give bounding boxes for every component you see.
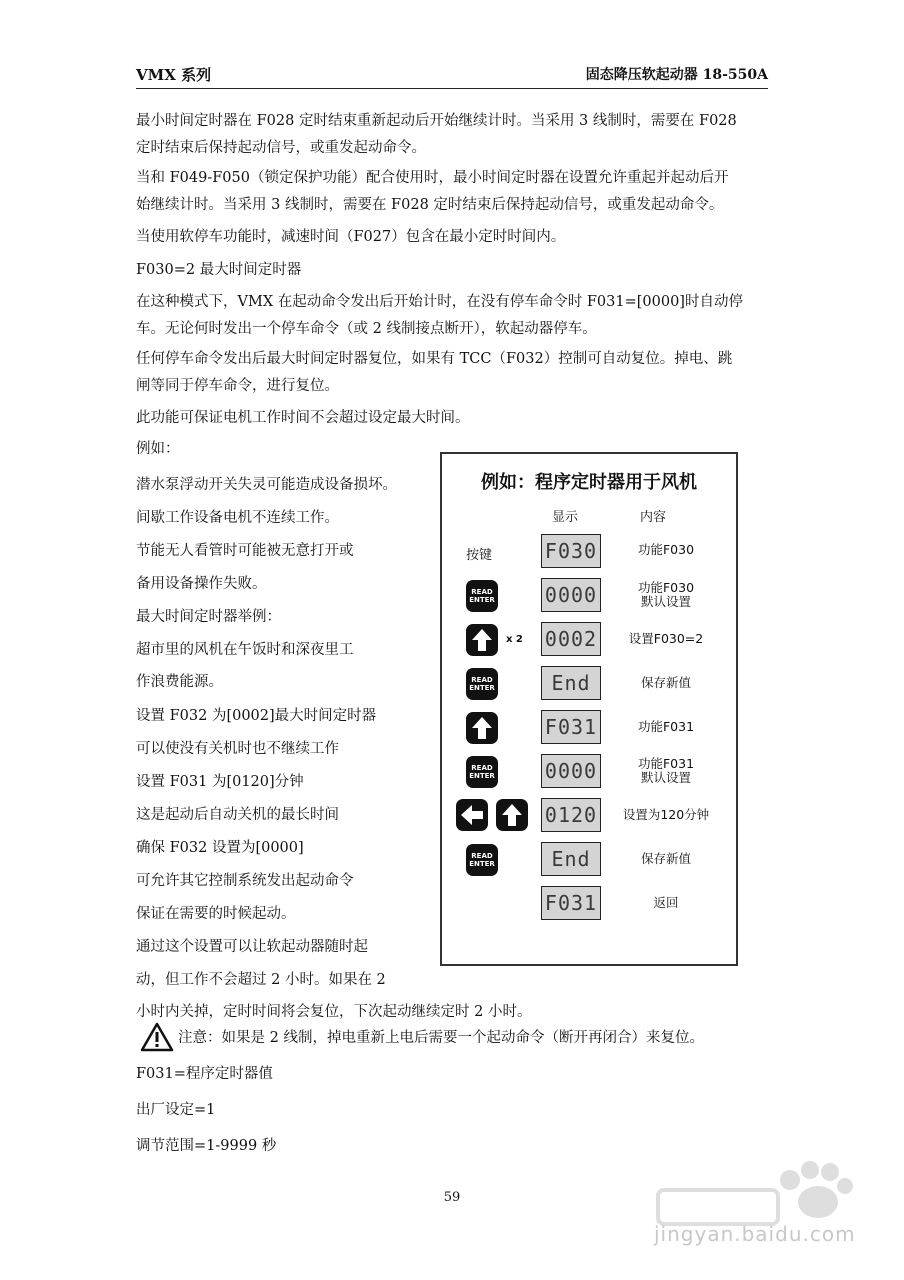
side-text-line: 可允许其它控制系统发出起动命令	[136, 873, 354, 889]
step-description: 设置F030=2	[628, 631, 704, 646]
side-text-line: 保证在需要的时候起动。	[136, 906, 296, 922]
step-description: 功能F031	[637, 719, 695, 734]
column-key: 按键	[466, 548, 493, 563]
watermark-url: jingyan.baidu.com	[654, 1222, 856, 1246]
read-enter-key: READ ENTER	[466, 844, 498, 876]
paragraph-line: 当和 F049-F050（锁定保护功能）配合使用时，最小时间定时器在设置允许重起并起动后开	[136, 170, 729, 186]
side-text-line: 小时内关掉，定时时间将会复位，下次起动继续定时 2 小时。	[136, 1004, 532, 1020]
up-arrow-icon	[466, 624, 498, 656]
side-text-line: 确保 F032 设置为[0000]	[136, 840, 304, 856]
paragraph-line: 最小时间定时器在 F028 定时结束重新起动后开始继续计时。当采用 3 线制时，需要在 F028	[136, 113, 737, 129]
step-description: 设置为120分钟	[622, 807, 710, 822]
paragraph-line: 在这种模式下，VMX 在起动命令发出后开始计时，在没有停车命令时 F031=[0000]时自动停	[136, 294, 743, 310]
paragraph-line: 定时结束后保持起动信号，或重发起动命令。	[136, 140, 426, 156]
paragraph-line: 闸等同于停车命令，进行复位。	[136, 378, 339, 394]
warning-icon	[140, 1022, 174, 1052]
lcd-display: 0000	[541, 578, 601, 612]
lcd-display: F031	[541, 886, 601, 920]
paragraph-line: 始继续计时。当采用 3 线制时，需要在 F028 定时结束后保持起动信号，或重发起动命令。	[136, 197, 724, 213]
paragraph-line: 当使用软停车功能时，减速时间（F027）包含在最小定时时间内。	[136, 229, 566, 245]
lcd-display: F031	[541, 710, 601, 744]
up-arrow-key	[466, 712, 498, 744]
side-text-line: 超市里的风机在午饭时和深夜里工	[136, 642, 354, 658]
example-label: 例如：	[136, 441, 180, 457]
side-text-line: 通过这个设置可以让软起动器随时起	[136, 939, 368, 955]
left-arrow-icon	[456, 799, 488, 831]
side-text-line: 设置 F031 为[0120]分钟	[136, 774, 304, 790]
side-text-line: 设置 F032 为[0002]最大时间定时器	[136, 708, 377, 724]
example-figure	[440, 452, 738, 966]
read-enter-key: READ ENTER	[466, 756, 498, 788]
column-content: 内容	[640, 510, 667, 525]
factory-default: 出厂设定=1	[136, 1102, 216, 1118]
lcd-display: End	[541, 666, 601, 700]
up-arrow-icon	[466, 712, 498, 744]
adjust-range: 调节范围=1-9999 秒	[136, 1138, 277, 1154]
lcd-display: 0120	[541, 798, 601, 832]
page-header	[136, 60, 768, 89]
side-text-line: 最大时间定时器举例：	[136, 609, 281, 625]
up-arrow-key	[496, 799, 528, 831]
parameter-name: F031=程序定时器值	[136, 1066, 273, 1082]
side-text-line: 潜水泵浮动开关失灵可能造成设备损坏。	[136, 477, 397, 493]
lcd-display: F030	[541, 534, 601, 568]
side-text-line: 这是起动后自动关机的最长时间	[136, 807, 339, 823]
up-arrow-key	[466, 624, 498, 656]
step-description: 返回	[653, 895, 679, 910]
figure-title: 例如：程序定时器用于风机	[481, 472, 697, 493]
warning-text: 注意：如果是 2 线制，掉电重新上电后需要一个起动命令（断开再闭合）来复位。	[178, 1030, 704, 1046]
section-heading: F030=2 最大时间定时器	[136, 262, 302, 278]
page-number: 59	[443, 1190, 461, 1205]
side-text-line: 节能无人看管时可能被无意打开或	[136, 543, 354, 559]
step-description: 功能F030	[637, 542, 695, 557]
header-series: VMX 系列	[136, 66, 212, 84]
left-arrow-key	[456, 799, 488, 831]
side-text-line: 作浪费能源。	[136, 674, 223, 690]
lcd-display: 0000	[541, 754, 601, 788]
side-text-line: 备用设备操作失败。	[136, 576, 267, 592]
side-text-line: 可以使没有关机时也不继续工作	[136, 741, 339, 757]
step-description: 功能F030 默认设置	[637, 580, 695, 609]
paragraph-line: 车。无论何时发出一个停车命令（或 2 线制接点断开），软起动器停车。	[136, 321, 597, 337]
read-enter-key: READ ENTER	[466, 580, 498, 612]
paragraph-line: 任何停车命令发出后最大时间定时器复位，如果有 TCC（F032）控制可自动复位。掉电、跳	[136, 351, 733, 367]
paragraph-line: 此功能可保证电机工作时间不会超过设定最大时间。	[136, 410, 470, 426]
step-description: 功能F031 默认设置	[637, 756, 695, 785]
side-text-line: 动，但工作不会超过 2 小时。如果在 2	[136, 972, 386, 988]
header-product: 固态降压软起动器 18-550A	[585, 67, 768, 83]
side-text-line: 间歇工作设备电机不连续工作。	[136, 510, 339, 526]
lcd-display: 0002	[541, 622, 601, 656]
column-display: 显示	[552, 510, 579, 525]
up-arrow-icon	[496, 799, 528, 831]
read-enter-key: READ ENTER	[466, 668, 498, 700]
step-description: 保存新值	[640, 851, 691, 866]
repeat-count: x 2	[506, 634, 523, 645]
step-description: 保存新值	[640, 675, 691, 690]
lcd-display: End	[541, 842, 601, 876]
